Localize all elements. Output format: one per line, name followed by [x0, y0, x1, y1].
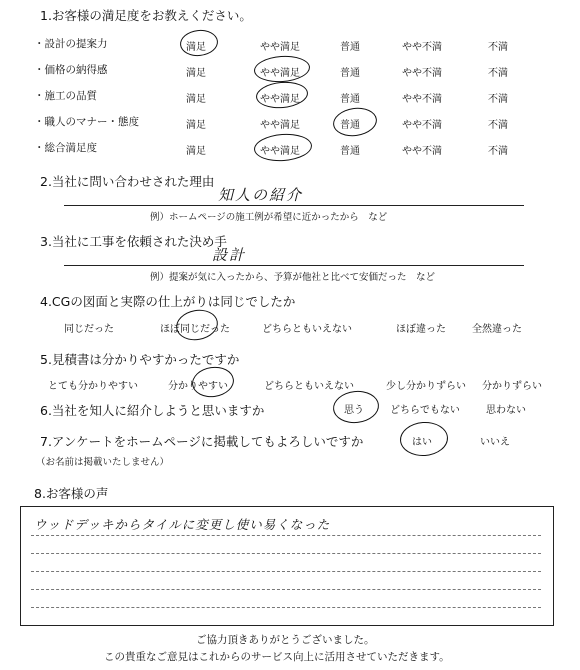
rating-option[interactable]: 満足 — [186, 146, 206, 157]
selection-circle-mark — [174, 307, 221, 344]
rating-option[interactable]: 不満 — [488, 42, 508, 53]
rating-option[interactable]: 不満 — [488, 68, 508, 79]
q1-row-label: ・価格の納得感 — [34, 64, 108, 76]
selection-circle-mark — [331, 105, 378, 139]
selection-circle-mark — [179, 28, 220, 58]
q7-option[interactable]: はい — [412, 437, 432, 448]
selection-circle-mark — [190, 364, 236, 400]
writing-line — [31, 553, 541, 554]
q5-option[interactable]: 少し分かりずらい — [386, 381, 466, 392]
rating-option[interactable]: やや不満 — [402, 94, 442, 105]
q5-option[interactable]: 分かりずらい — [482, 381, 542, 392]
q2-handwritten-answer[interactable]: 知人の紹介 — [218, 186, 304, 204]
rating-option[interactable]: 満足 — [186, 94, 206, 105]
q4-option[interactable]: どちらともいえない — [262, 324, 352, 335]
writing-line — [31, 589, 541, 590]
footer-note: この貴重なご意見はこれからのサービス向上に活用させていただきます。 — [104, 651, 450, 663]
q5-title: 5.見積書は分かりやすかったですか — [40, 352, 240, 367]
q7-note: （お名前は掲載いたしません） — [36, 457, 170, 468]
q1-row-label: ・総合満足度 — [34, 142, 97, 154]
rating-option[interactable]: やや満足 — [260, 68, 300, 79]
q8-handwritten-answer: ウッドデッキからタイルに変更し使い易くなった — [34, 517, 331, 532]
rating-option[interactable]: 満足 — [186, 120, 206, 131]
q4-option[interactable]: ほぼ違った — [396, 324, 446, 335]
selection-circle-mark — [331, 389, 380, 426]
q3-example: 例）提案が気に入ったから、予算が他社と比べて安価だった など — [150, 272, 436, 283]
q1-row-label: ・施工の品質 — [34, 90, 97, 102]
selection-circle-mark — [253, 132, 313, 163]
rating-option[interactable]: やや不満 — [402, 42, 442, 53]
writing-line — [31, 607, 541, 608]
q8-title: 8.お客様の声 — [34, 486, 109, 501]
selection-circle-mark — [399, 420, 449, 457]
q3-handwritten-answer[interactable]: 設計 — [212, 246, 247, 264]
rating-option[interactable]: 普通 — [340, 68, 360, 79]
selection-circle-mark — [255, 80, 309, 110]
q1-title: 1.お客様の満足度をお教えください。 — [40, 8, 252, 23]
q6-title: 6.当社を知人に紹介しようと思いますか — [40, 403, 265, 418]
q5-option[interactable]: どちらともいえない — [264, 381, 354, 392]
rating-option[interactable]: 不満 — [488, 120, 508, 131]
rating-option[interactable]: 普通 — [340, 120, 360, 131]
rating-option[interactable]: やや満足 — [260, 120, 300, 131]
rating-option[interactable]: 普通 — [340, 146, 360, 157]
q6-option[interactable]: 思わない — [486, 405, 526, 416]
q4-option[interactable]: ほぼ同じだった — [160, 324, 230, 335]
q5-option[interactable]: とても分かりやすい — [48, 381, 138, 392]
q2-title: 2.当社に問い合わせされた理由 — [40, 174, 215, 189]
writing-line — [31, 571, 541, 572]
rating-option[interactable]: やや満足 — [260, 42, 300, 53]
selection-circle-mark — [253, 54, 311, 84]
rating-option[interactable]: 満足 — [186, 68, 206, 79]
rating-option[interactable]: やや不満 — [402, 120, 442, 131]
rating-option[interactable]: 普通 — [340, 94, 360, 105]
q7-option[interactable]: いいえ — [480, 437, 510, 448]
q4-title: 4.CGの図面と実際の仕上がりは同じでしたか — [40, 294, 296, 309]
rating-option[interactable]: 普通 — [340, 42, 360, 53]
footer-thanks: ご協力頂きありがとうございました。 — [196, 634, 375, 646]
q2-example: 例）ホームページの施工例が希望に近かったから など — [150, 212, 388, 223]
q6-option[interactable]: 思う — [344, 405, 364, 416]
q5-option[interactable]: 分かりやすい — [168, 381, 228, 392]
q1-row-label: ・職人のマナー・態度 — [34, 116, 139, 128]
q7-title: 7.アンケートをホームページに掲載してもよろしいですか — [40, 434, 364, 449]
rating-option[interactable]: 満足 — [186, 42, 206, 53]
q4-option[interactable]: 同じだった — [64, 324, 114, 335]
rating-option[interactable]: やや満足 — [260, 146, 300, 157]
q3-title: 3.当社に工事を依頼された決め手 — [40, 234, 227, 249]
writing-line — [31, 535, 541, 536]
rating-option[interactable]: やや満足 — [260, 94, 300, 105]
q1-row-label: ・設計の提案力 — [34, 38, 108, 50]
answer-line — [64, 265, 524, 266]
rating-option[interactable]: 不満 — [488, 146, 508, 157]
rating-option[interactable]: やや不満 — [402, 146, 442, 157]
q6-option[interactable]: どちらでもない — [390, 405, 460, 416]
answer-line — [64, 205, 524, 206]
rating-option[interactable]: やや不満 — [402, 68, 442, 79]
q4-option[interactable]: 全然違った — [472, 324, 522, 335]
rating-option[interactable]: 不満 — [488, 94, 508, 105]
